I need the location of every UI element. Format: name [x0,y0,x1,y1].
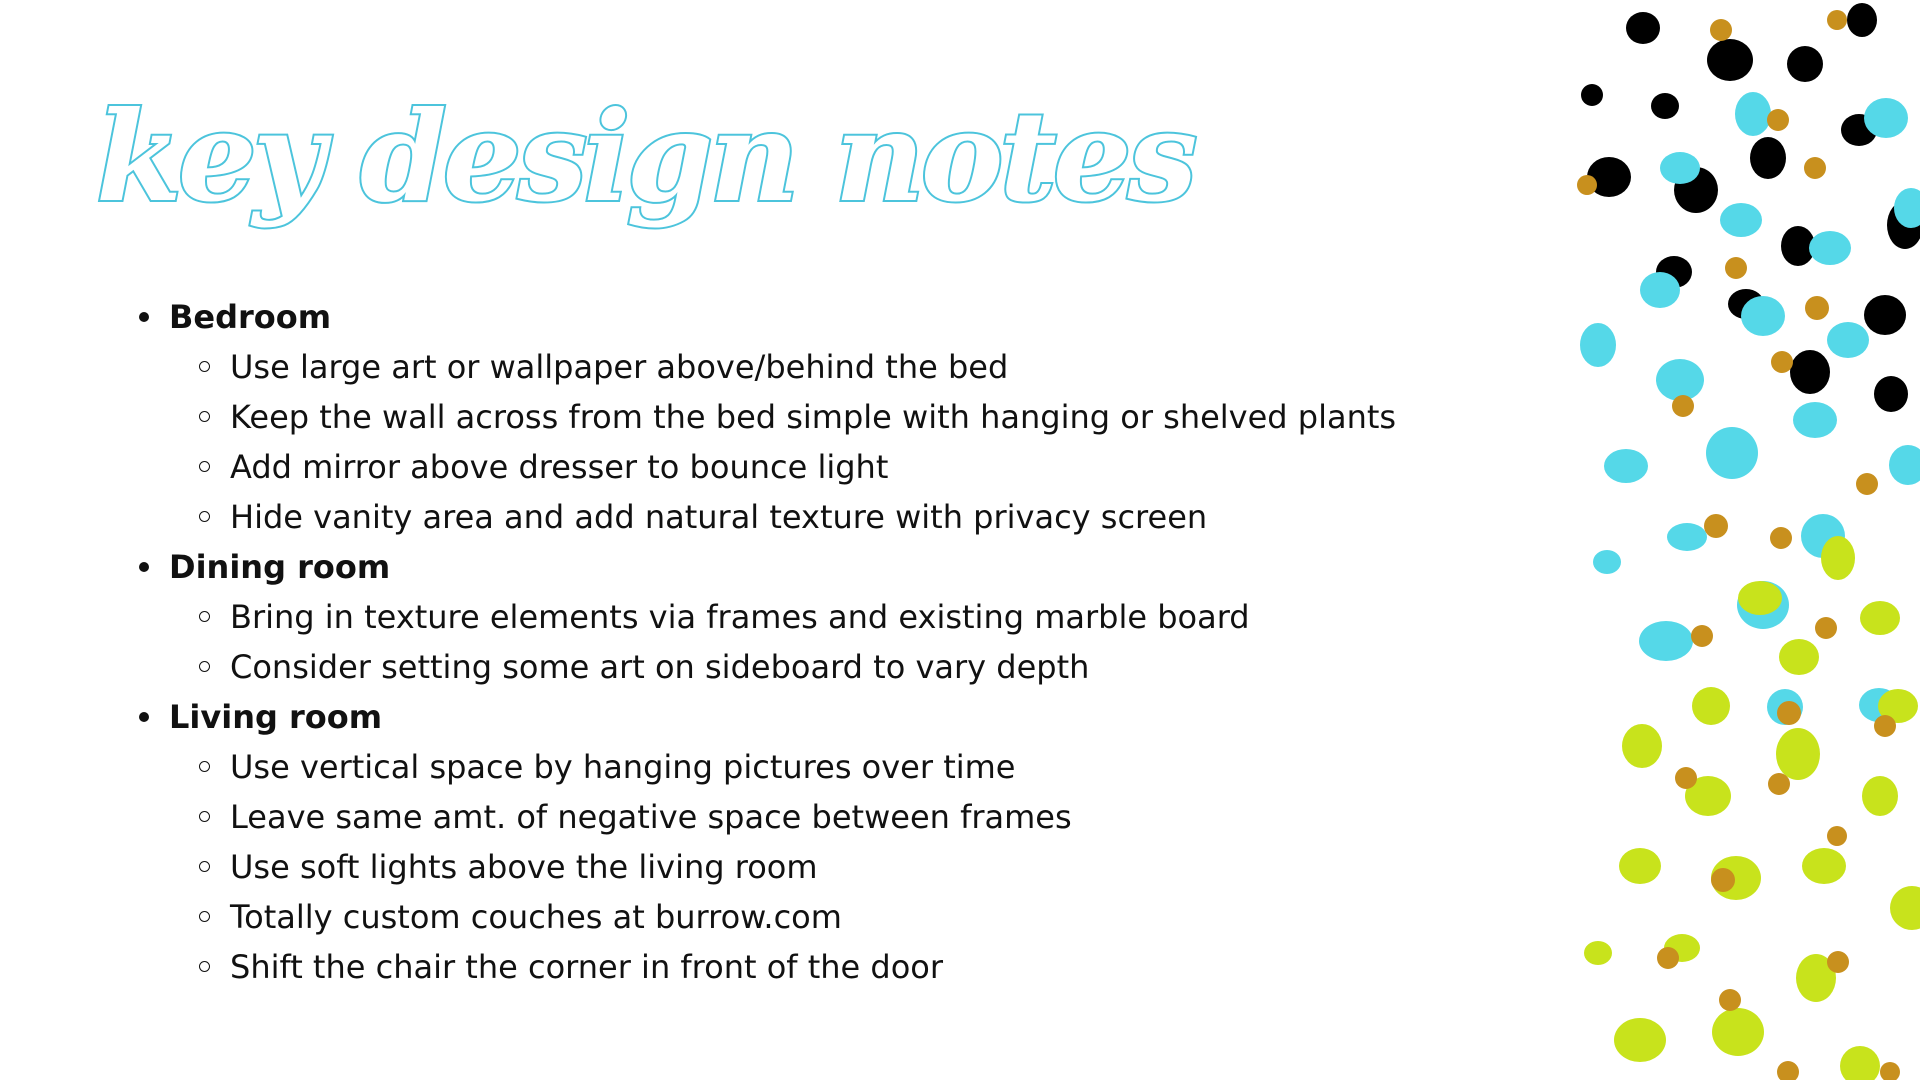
confetti-dot [1862,776,1898,816]
bullet-circle [199,511,210,522]
confetti-dot [1768,773,1790,795]
confetti-dot [1805,296,1829,320]
confetti-dot [1691,625,1713,647]
confetti-dot [1767,109,1789,131]
confetti-dot [1660,152,1700,184]
confetti-dot [1779,639,1819,675]
section-items [137,742,1517,992]
bullet-circle [199,811,210,822]
section-living-room [137,692,1517,992]
confetti-dot [1707,39,1753,81]
bullet-dot [139,562,149,572]
section-heading-text: Dining room [169,548,391,586]
confetti-dot [1856,473,1878,495]
confetti-dot [1777,701,1801,725]
bullet-circle [199,961,210,972]
section-heading-text: Living room [169,698,383,736]
bullet-circle [199,661,210,672]
confetti-dot [1741,296,1785,336]
confetti-dot [1840,1046,1880,1080]
confetti-dot [1815,617,1837,639]
confetti-dot [1656,359,1704,401]
confetti-dot [1776,728,1820,780]
confetti-dot [1720,203,1762,237]
confetti-dot [1710,19,1732,41]
confetti-dot [1584,941,1612,965]
list-item [137,642,1517,692]
confetti-dot [1657,947,1679,969]
list-item [137,442,1517,492]
confetti-dot [1821,536,1855,580]
list-item-text: Shift the chair the corner in front of the door [230,948,944,986]
section-heading [137,542,1517,592]
confetti-dot [1619,848,1661,884]
section-items [137,592,1517,692]
confetti-dot [1719,989,1741,1011]
confetti-dot [1827,10,1847,30]
confetti-dot [1874,376,1908,412]
confetti-dot [1675,767,1697,789]
confetti-dot [1809,231,1851,265]
confetti-dot [1577,175,1597,195]
list-item-text: Bring in texture elements via frames and existing marble board [230,598,1250,636]
confetti-dot [1793,402,1837,438]
confetti-dot [1890,886,1920,930]
confetti-dot [1864,98,1908,138]
bullet-dot [139,712,149,722]
confetti-dot [1804,157,1826,179]
bullet-circle [199,611,210,622]
section-heading [137,692,1517,742]
confetti-dot [1672,395,1694,417]
list-item-text: Keep the wall across from the bed simple with hanging or shelved plants [230,398,1397,436]
section-bedroom [137,292,1517,542]
confetti-dot [1581,84,1603,106]
list-item-text: Use soft lights above the living room [230,848,818,886]
confetti-dot [1827,826,1847,846]
confetti-dot [1827,951,1849,973]
list-item [137,742,1517,792]
confetti-dot [1750,137,1786,179]
confetti-dot [1639,621,1693,661]
list-item [137,842,1517,892]
list-item [137,592,1517,642]
confetti-dot [1712,1008,1764,1056]
confetti-dot [1626,12,1660,44]
confetti-dot [1787,46,1823,82]
confetti-dot [1704,514,1728,538]
list-item [137,792,1517,842]
list-item-text: Add mirror above dresser to bounce light [230,448,889,486]
list-item [137,492,1517,542]
confetti-decoration [1560,0,1920,1080]
confetti-dot [1864,295,1906,335]
confetti-dot [1692,687,1730,725]
bullet-dot [139,312,149,322]
confetti-dot [1738,581,1782,615]
section-items [137,342,1517,542]
bullet-circle [199,411,210,422]
list-item-text: Consider setting some art on sideboard to vary depth [230,648,1090,686]
confetti-dot [1889,445,1920,485]
confetti-dot [1711,868,1735,892]
confetti-dot [1802,848,1846,884]
confetti-dot [1614,1018,1666,1062]
slide-title: key design notes [96,85,1194,230]
confetti-dot [1790,350,1830,394]
section-heading [137,292,1517,342]
confetti-dot [1604,449,1648,483]
confetti-dot [1725,257,1747,279]
confetti-dot [1880,1062,1900,1080]
confetti-dot [1860,601,1900,635]
bullet-circle [199,861,210,872]
sections-list [137,292,1517,992]
list-item-text: Leave same amt. of negative space between frames [230,798,1072,836]
bullet-circle [199,361,210,372]
list-item-text: Use vertical space by hanging pictures over time [230,748,1016,786]
confetti-dot [1847,3,1877,37]
list-item [137,892,1517,942]
section-dining-room [137,542,1517,692]
confetti-dot [1777,1061,1799,1080]
list-item-text: Totally custom couches at burrow.com [230,898,842,936]
confetti-dot [1667,523,1707,551]
bullet-circle [199,761,210,772]
list-item [137,342,1517,392]
section-heading-text: Bedroom [169,298,332,336]
list-item [137,942,1517,992]
confetti-dot [1874,715,1896,737]
confetti-dot [1706,427,1758,479]
bullet-circle [199,461,210,472]
confetti-dot [1580,323,1616,367]
list-item [137,392,1517,442]
confetti-dot [1771,351,1793,373]
confetti-dot [1622,724,1662,768]
confetti-dot [1640,272,1680,308]
design-notes-list [137,292,1517,992]
list-item-text: Use large art or wallpaper above/behind the bed [230,348,1009,386]
confetti-dot [1593,550,1621,574]
confetti-dot [1651,93,1679,119]
confetti-dot [1770,527,1792,549]
bullet-circle [199,911,210,922]
confetti-dot [1735,92,1771,136]
confetti-dot [1827,322,1869,358]
list-item-text: Hide vanity area and add natural texture with privacy screen [230,498,1208,536]
